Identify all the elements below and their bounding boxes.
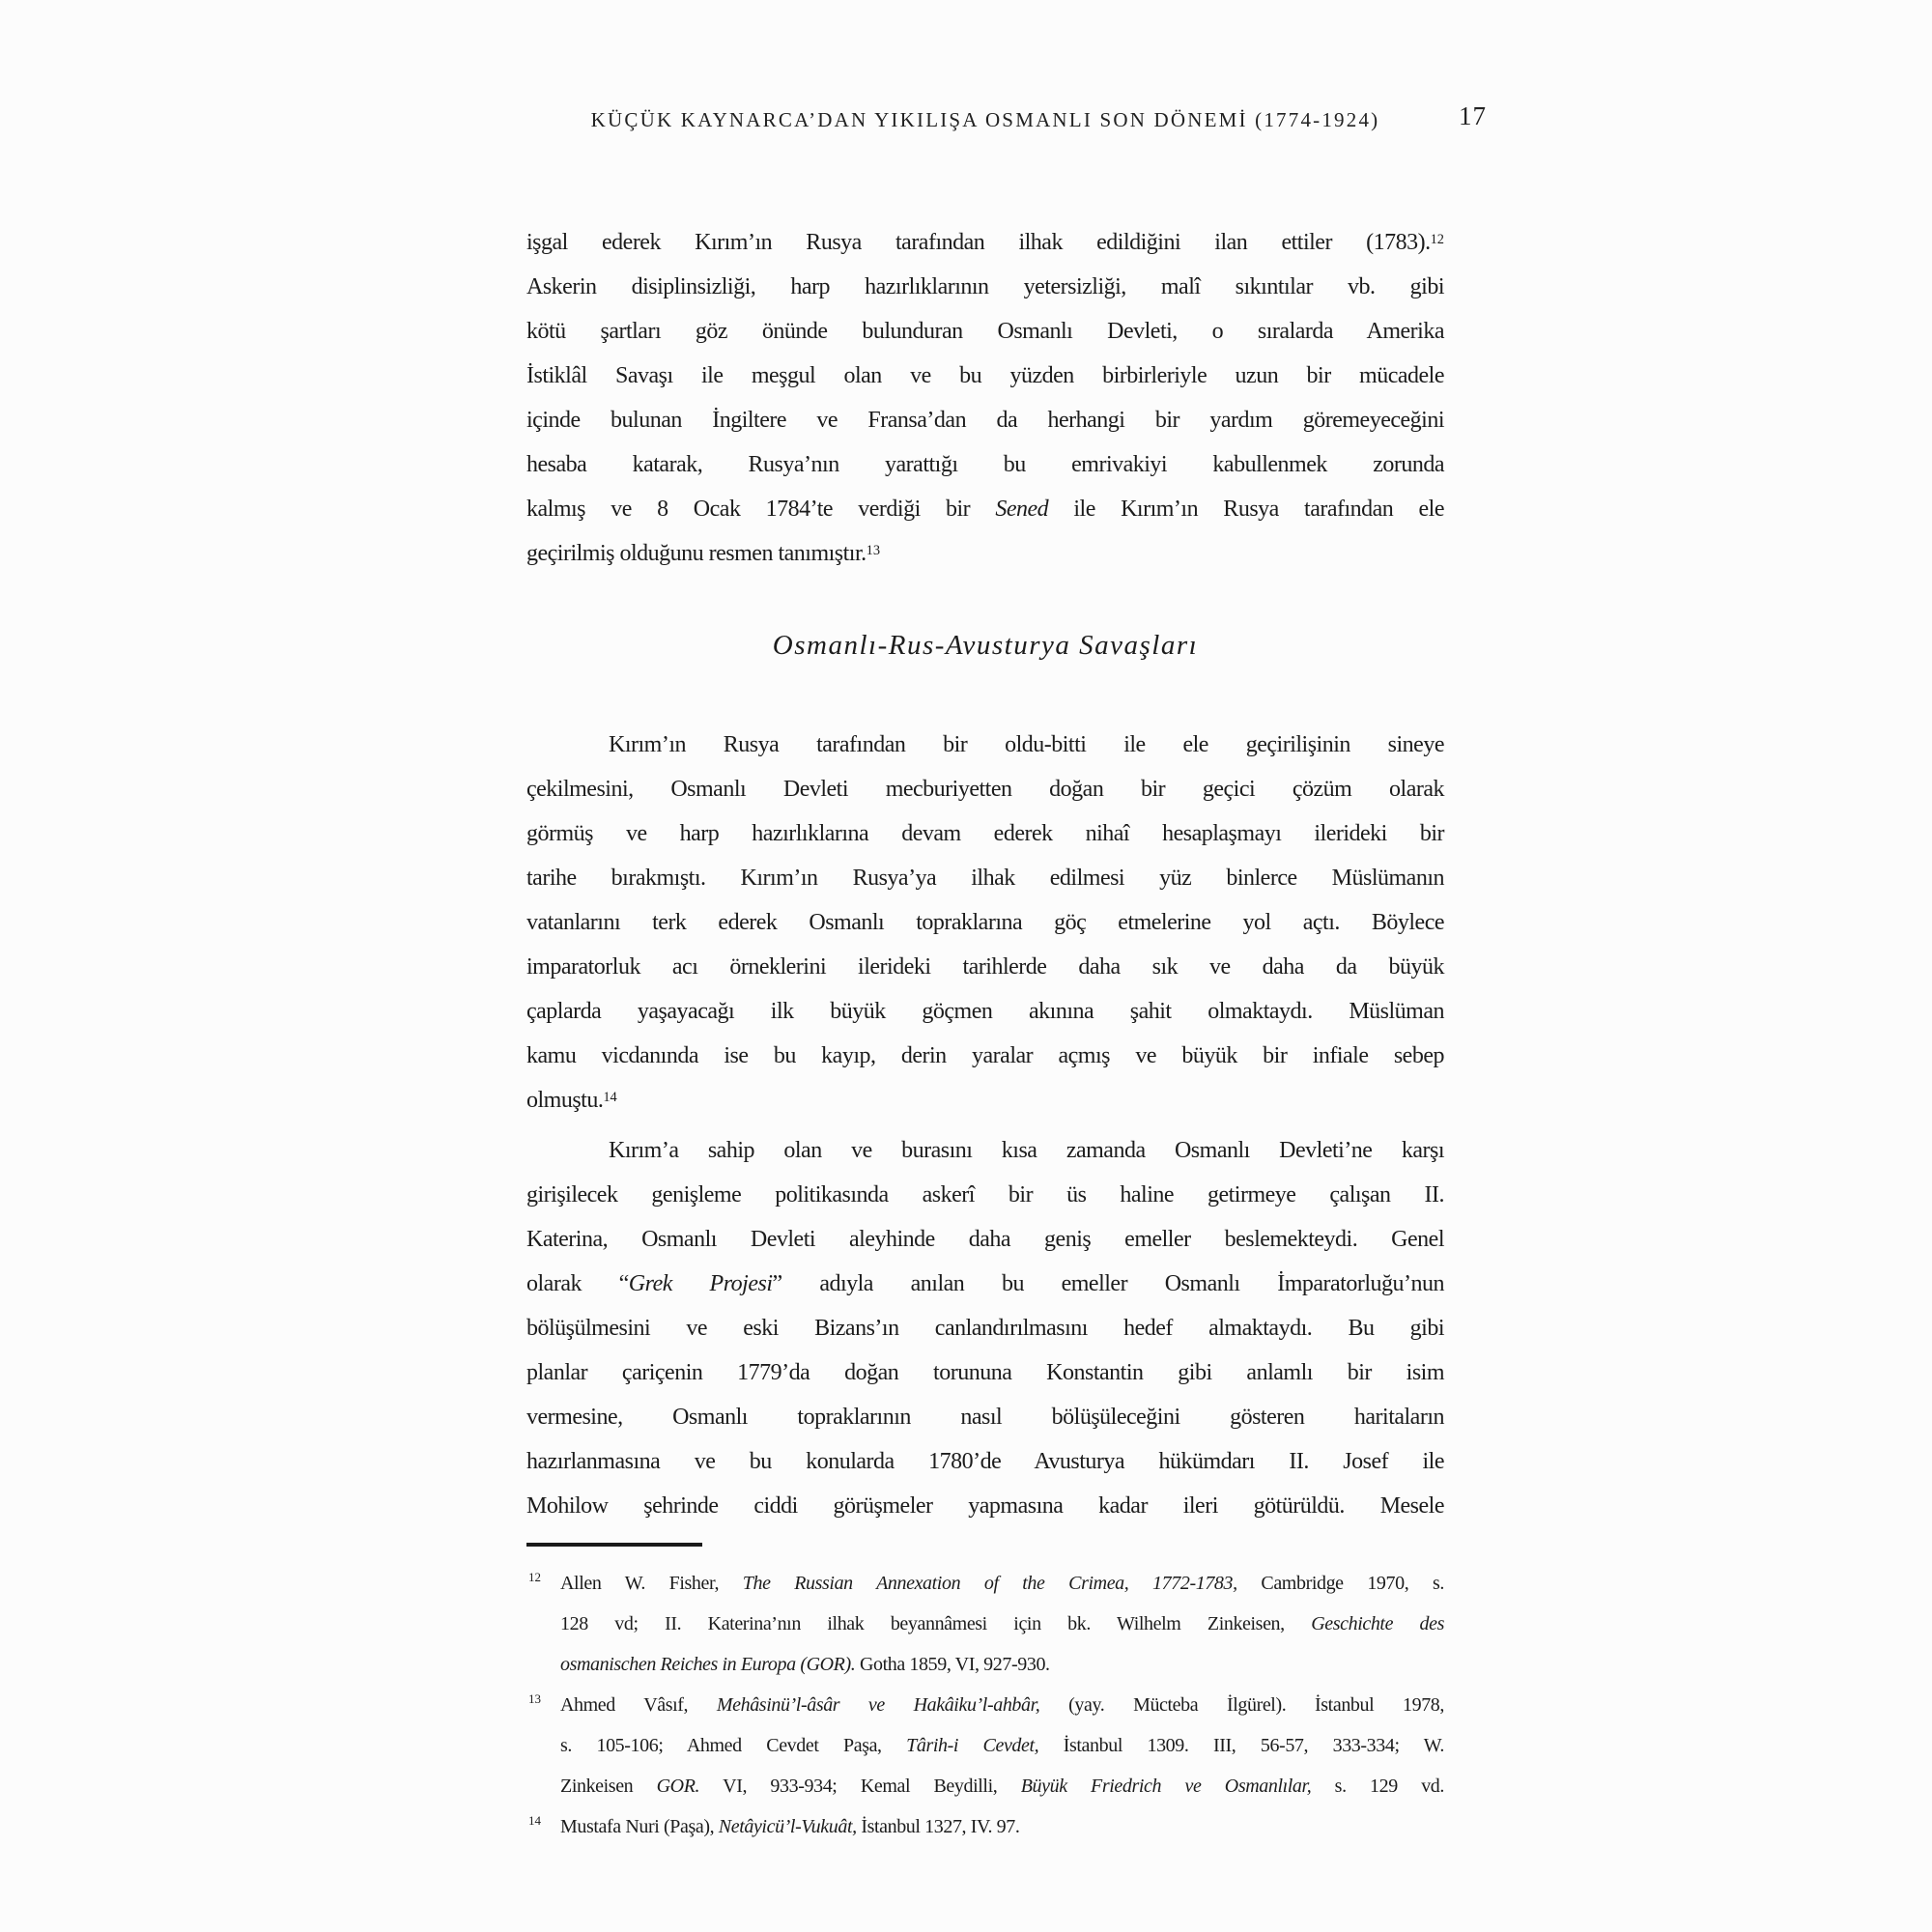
- text-line: [526, 220, 1444, 265]
- footnote-line: [560, 1766, 1444, 1806]
- footnote-line: [560, 1604, 1444, 1644]
- text-segment: Târih-i Cevdet,: [906, 1735, 1039, 1756]
- text-segment: Sened: [995, 497, 1049, 522]
- text-segment: Cambridge 1970, s.: [1236, 1573, 1444, 1594]
- text-segment: tarihe bırakmıştı. Kırım’ın Rusya’ya ilhak edilmesi yüz binlerce Müslümanın: [526, 866, 1444, 891]
- text-segment: Mehâsinü’l-âsâr ve Hakâiku’l-ahbâr,: [716, 1694, 1040, 1716]
- text-line: [526, 265, 1444, 309]
- text-segment: Zinkeisen: [560, 1776, 657, 1797]
- running-header: [526, 108, 1444, 132]
- text-segment: vatanlarını terk ederek Osmanlı topraklarına göç etmelerine yol açtı. Böylece: [526, 910, 1444, 935]
- footnote-text: [560, 1806, 1444, 1847]
- text-segment: Netâyicü’l-Vukuât,: [718, 1816, 857, 1837]
- text-segment: içinde bulunan İngiltere ve Fransa’dan da herhangi bir yardım göremeyeceğini: [526, 408, 1444, 433]
- text-line: [526, 1484, 1444, 1528]
- text-line: [526, 354, 1444, 398]
- text-segment: Grek Projesi: [628, 1271, 773, 1296]
- text-line: [526, 811, 1444, 856]
- text-segment: hazırlanmasına ve bu konularda 1780’de Avusturya hükümdarı II. Josef ile: [526, 1449, 1444, 1474]
- page-number: 17: [1459, 101, 1487, 130]
- paragraph: [526, 220, 1444, 576]
- text-line: [526, 1439, 1444, 1484]
- footnote-marker: 14: [603, 1089, 617, 1105]
- text-segment: kötü şartları göz önünde bulunduran Osmanlı Devleti, o sıralarda Amerika: [526, 319, 1444, 344]
- footnote-number: 12: [528, 1570, 541, 1584]
- footnote-number: 13: [528, 1691, 541, 1706]
- text-segment: İstanbul 1327, IV. 97.: [856, 1816, 1020, 1837]
- text-segment: olarak “: [526, 1271, 629, 1296]
- footnote-number: 14: [528, 1813, 541, 1828]
- text-line: [526, 856, 1444, 900]
- text-line: [526, 945, 1444, 989]
- footnote-line: [560, 1563, 1444, 1604]
- text-line: [526, 1034, 1444, 1078]
- text-segment: kamu vicdanında ise bu kayıp, derin yaralar açmış ve büyük bir infiale sebep: [526, 1043, 1444, 1068]
- text-line: [526, 531, 1444, 576]
- footnotes: [526, 1563, 1444, 1847]
- text-segment: Büyük Friedrich ve Osmanlılar,: [1020, 1776, 1312, 1797]
- footnote: [526, 1563, 1444, 1685]
- text-line: [526, 309, 1444, 354]
- footnote-line: [560, 1806, 1444, 1847]
- text-line: [526, 1217, 1444, 1262]
- text-segment: (yay. Mücteba İlgürel). İstanbul 1978,: [1039, 1694, 1444, 1716]
- text-segment: vermesine, Osmanlı topraklarının nasıl bölüşüleceğini gösteren haritaların: [526, 1405, 1444, 1430]
- text-line: [526, 723, 1444, 767]
- text-segment: İstiklâl Savaşı ile meşgul olan ve bu yüzden birbirleriyle uzun bir mücadele: [526, 363, 1444, 388]
- footnote-separator: [526, 1543, 702, 1547]
- footnote-marker: 12: [1430, 231, 1444, 247]
- text-segment: çekilmesini, Osmanlı Devleti mecburiyetten doğan bir geçici çözüm olarak: [526, 777, 1444, 802]
- text-segment: VI, 933-934; Kemal Beydilli,: [699, 1776, 1021, 1797]
- text-segment: bölüşülmesini ve eski Bizans’ın canlandırılmasını hedef almaktaydı. Bu gibi: [526, 1316, 1444, 1341]
- text-segment: Kırım’ın Rusya tarafından bir oldu-bitti ile ele geçirilişinin sineye: [609, 732, 1444, 757]
- text-segment: imparatorluk acı örneklerini ilerideki tarihlerde daha sık ve daha da büyük: [526, 954, 1444, 980]
- footnote-line: [560, 1644, 1444, 1685]
- text-segment: s. 105-106; Ahmed Cevdet Paşa,: [560, 1735, 907, 1756]
- text-line: [526, 767, 1444, 811]
- text-line: [526, 1306, 1444, 1350]
- text-segment: Mustafa Nuri (Paşa),: [560, 1816, 719, 1837]
- text-segment: İstanbul 1309. III, 56-57, 333-334; W.: [1038, 1735, 1444, 1756]
- text-segment: Gotha 1859, VI, 927-930.: [855, 1654, 1050, 1675]
- text-line: [526, 442, 1444, 487]
- paragraph: [526, 723, 1444, 1122]
- text-segment: s. 129 vd.: [1311, 1776, 1444, 1797]
- text-line: [526, 1395, 1444, 1439]
- text-segment: girişilecek genişleme politikasında askerî bir üs haline getirmeye çalışan II.: [526, 1182, 1444, 1208]
- text-segment: işgal ederek Kırım’ın Rusya tarafından ilhak edildiğini ilan ettiler (1783).: [526, 230, 1431, 255]
- text-segment: hesaba katarak, Rusya’nın yarattığı bu emrivakiyi kabullenmek zorunda: [526, 452, 1444, 477]
- text-segment: The Russian Annexation of the Crimea, 1772-1783,: [742, 1573, 1237, 1594]
- footnote: [526, 1806, 1444, 1847]
- text-line: [526, 398, 1444, 442]
- text-line: [526, 900, 1444, 945]
- text-segment: çaplarda yaşayacağı ilk büyük göçmen akınına şahit olmaktaydı. Müslüman: [526, 999, 1444, 1024]
- footnote-line: [560, 1685, 1444, 1725]
- text-segment: Mohilow şehrinde ciddi görüşmeler yapmasına kadar ileri götürüldü. Mesele: [526, 1493, 1444, 1519]
- text-segment: Geschichte des: [1311, 1613, 1444, 1634]
- section-heading: Osmanlı-Rus-Avusturya Savaşları: [772, 630, 1199, 661]
- text-segment: olmuştu.: [526, 1088, 604, 1113]
- footnote-line: [560, 1725, 1444, 1766]
- footnote: [526, 1685, 1444, 1806]
- text-segment: Allen W. Fisher,: [560, 1573, 743, 1594]
- text-segment: kalmış ve 8 Ocak 1784’te verdiği bir: [526, 497, 996, 522]
- text-line: [526, 1078, 1444, 1122]
- text-line: [526, 1262, 1444, 1306]
- paragraph: [526, 1128, 1444, 1528]
- text-segment: osmanischen Reiches in Europa (GOR).: [560, 1654, 856, 1675]
- text-segment: Askerin disiplinsizliği, harp hazırlıklarının yetersizliği, malî sıkıntılar vb. gibi: [526, 274, 1444, 299]
- text-line: [526, 487, 1444, 531]
- text-segment: Katerina, Osmanlı Devleti aleyhinde daha geniş emeller beslemekteydi. Genel: [526, 1227, 1444, 1252]
- text-line: [526, 1128, 1444, 1173]
- text-line: [526, 1350, 1444, 1395]
- footnote-text: [560, 1563, 1444, 1685]
- text-segment: ile Kırım’ın Rusya tarafından ele: [1048, 497, 1444, 522]
- footnote-marker: 13: [866, 542, 881, 558]
- text-segment: 128 vd; II. Katerina’nın ilhak beyannâmesi için bk. Wilhelm Zinkeisen,: [560, 1613, 1312, 1634]
- footnote-text: [560, 1685, 1444, 1806]
- text-segment: geçirilmiş olduğunu resmen tanımıştır.: [526, 541, 867, 566]
- text-line: [526, 1173, 1444, 1217]
- text-segment: planlar çariçenin 1779’da doğan torununa Konstantin gibi anlamlı bir isim: [526, 1360, 1444, 1385]
- text-line: [526, 989, 1444, 1034]
- text-segment: GOR.: [656, 1776, 700, 1797]
- running-header-title: KÜÇÜK KAYNARCA’DAN YIKILIŞA OSMANLI SON DÖNEMİ (1774-1924): [590, 108, 1380, 131]
- text-segment: görmüş ve harp hazırlıklarına devam ederek nihaî hesaplaşmayı ilerideki bir: [526, 821, 1444, 846]
- text-segment: ” adıyla anılan bu emeller Osmanlı İmparatorluğu’nun: [772, 1271, 1444, 1296]
- text-segment: Ahmed Vâsıf,: [560, 1694, 717, 1716]
- text-segment: Kırım’a sahip olan ve burasını kısa zamanda Osmanlı Devleti’ne karşı: [609, 1138, 1444, 1163]
